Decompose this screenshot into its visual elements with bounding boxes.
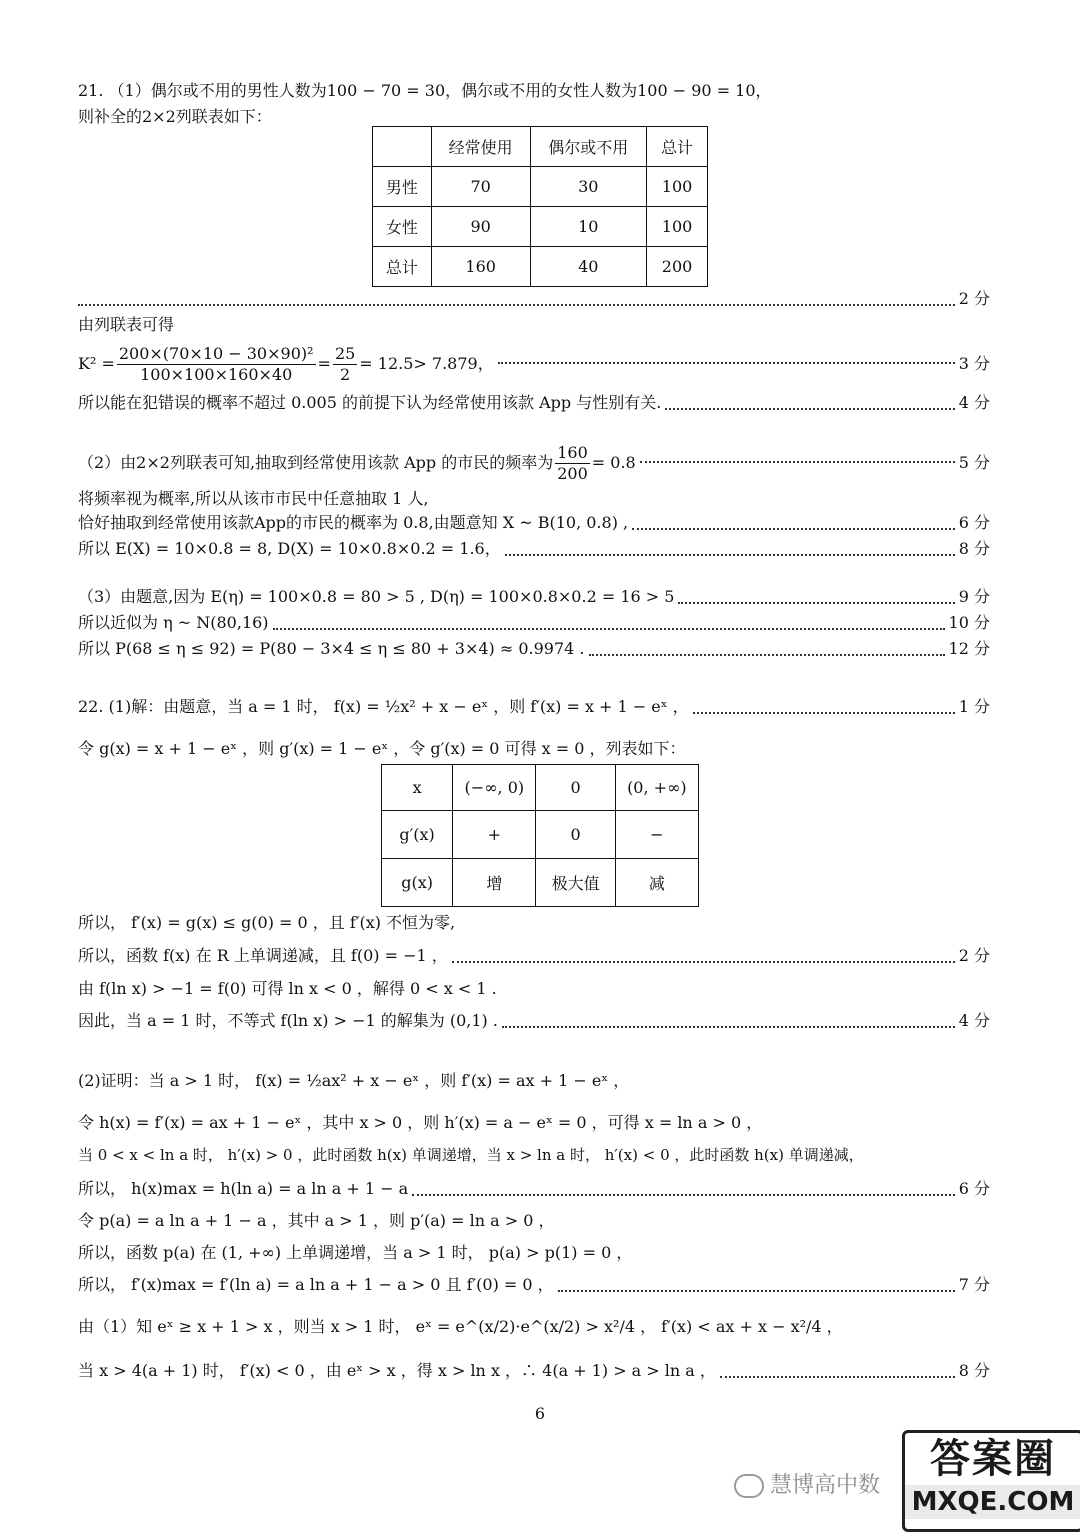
table-cell: 极大值: [536, 859, 615, 907]
page-number: 6: [534, 1404, 546, 1423]
q22-line-2: 令 g(x) = x + 1 − eˣ ，则 g′(x) = 1 − eˣ ，令 g′(x) = 0 可得 x = 0 ，列表如下：: [78, 739, 686, 758]
table-cell: 200: [647, 247, 708, 287]
table-cell: 100: [647, 167, 708, 207]
q22-part2-line-7: 所以， f′(x)max = f′(ln a) = a ln a + 1 − a > 0 且 f′(0) = 0 ， 7 分: [78, 1275, 990, 1294]
table-cell: 女性: [373, 207, 432, 247]
q21-line-1: 21. （1）偶尔或不用的男性人数为100 − 70 = 30，偶尔或不用的女性人数为100 − 90 = 10，: [78, 81, 772, 100]
q21-part2-line1: （2）由2×2列联表可知,抽取到经常使用该款 App 的市民的频率为 $\frac{160}{200}$ = 0.8 5 分: [78, 442, 990, 483]
table-cell: 减: [615, 859, 698, 907]
q22-part2-line-9: 当 x > 4(a + 1) 时， f′(x) < 0 ，由 eˣ > x ，得 x > ln x ，∴ 4(a + 1) > a > ln a ， 8 分: [78, 1361, 990, 1380]
score-line: 2 分: [78, 288, 990, 310]
q22-part2-line-3: 当 0 < x < ln a 时， h′(x) > 0 ，此时函数 h(x) 单调递增，当 x > ln a 时， h′(x) < 0 ，此时函数 h(x) 单调递减，: [78, 1146, 864, 1164]
q22-line-6: 因此，当 a = 1 时，不等式 f(ln x) > −1 的解集为 (0,1) . 4 分: [78, 1011, 990, 1030]
q22-line-1: 22. (1)解：由题意，当 a = 1 时， f(x) = ½x² + x − eˣ ，则 f′(x) = x + 1 − eˣ ， 1 分: [78, 697, 990, 716]
table-cell: 男性: [373, 167, 432, 207]
table-cell: g(x): [382, 859, 453, 907]
table-cell: x: [382, 765, 453, 811]
watermark-source: 慧博高中数: [734, 1468, 880, 1499]
table-cell: 0: [536, 765, 615, 811]
q21-part3-line1: （3）由题意,因为 E(η) = 100×0.8 = 80 > 5 , D(η) = 100×0.8×0.2 = 16 > 5 9 分: [78, 587, 990, 606]
q21-part3-line3: 所以 P(68 ≤ η ≤ 92) = P(80 − 3×4 ≤ η ≤ 80 + 3×4) ≈ 0.9974 . 12 分: [78, 639, 990, 658]
table-cell: (−∞, 0): [453, 765, 536, 811]
k2-formula: K² = $\frac{\text{200×(70×10 − 30×90)²}}{100\times 100\times 160\times 40}$ = $\frac{25}{2}$ = 12.5> 7.879， 3 分: [78, 343, 990, 384]
table-header-cell: [373, 127, 432, 167]
table-cell: g′(x): [382, 811, 453, 859]
table-header-cell: 总计: [647, 127, 708, 167]
q22-part2-line-2: 令 h(x) = f′(x) = ax + 1 − eˣ ，其中 x > 0 ，则 h′(x) = a − eˣ = 0 ，可得 x = ln a > 0 ，: [78, 1113, 763, 1132]
k2-fraction-result: $\frac{25}{2}$: [334, 343, 356, 384]
table-cell: 70: [431, 167, 530, 207]
table-cell: 30: [530, 167, 647, 207]
q21-part2-line3: 恰好抽取到经常使用该款App的市民的概率为 0.8,由题意知 X ~ B(10, 0.8) , 6 分: [78, 513, 990, 532]
table-row: [382, 765, 699, 811]
table-cell: 40: [530, 247, 647, 287]
table-row: [382, 811, 699, 859]
table-cell: 增: [453, 859, 536, 907]
table-cell: 10: [530, 207, 647, 247]
table-header-cell: 偶尔或不用: [530, 127, 647, 167]
k2-fraction: $\frac{\text{200×(70×10 − 30×90)²}}{100\times 100\times 160\times 40}$: [118, 343, 314, 384]
wechat-icon: [734, 1474, 764, 1498]
table-cell: 90: [431, 207, 530, 247]
q21-part3-line2: 所以近似为 η ~ N(80,16) 10 分: [78, 613, 990, 632]
contingency-table: [372, 126, 708, 287]
q22-line-3: 所以， f′(x) = g(x) ≤ g(0) = 0 ，且 f′(x) 不恒为零,: [78, 913, 456, 932]
table-row: [373, 207, 708, 247]
table-cell: 100: [647, 207, 708, 247]
table-row: [382, 859, 699, 907]
table-cell: 0: [536, 811, 615, 859]
table-cell: 160: [431, 247, 530, 287]
table-cell: −: [615, 811, 698, 859]
q22-part2-line-6: 所以，函数 p(a) 在 (1, +∞) 上单调递增，当 a > 1 时， p(a) > p(1) = 0 ，: [78, 1243, 633, 1262]
q22-line-5: 由 f(ln x) > −1 = f(0) 可得 ln x < 0 ，解得 0 < x < 1 .: [78, 979, 497, 998]
q21-derive: 由列联表可得: [78, 315, 175, 334]
q22-part2-line-1: (2)证明：当 a > 1 时， f(x) = ½ax² + x − eˣ ，则 f′(x) = ax + 1 − eˣ ，: [78, 1071, 630, 1090]
watermark-logo: 答案圈 MXQE.COM: [902, 1430, 1080, 1532]
q22-part2-line-4: 所以， h(x)max = h(ln a) = a ln a + 1 − a 6 分: [78, 1179, 990, 1198]
q22-line-4: 所以，函数 f(x) 在 R 上单调递减，且 f(0) = −1 ， 2 分: [78, 946, 990, 965]
frequency-fraction: $\frac{160}{200}$: [557, 442, 588, 483]
q21-line-2: 则补全的2×2列联表如下：: [78, 107, 272, 126]
sign-table: [381, 764, 699, 907]
q22-part2-line-5: 令 p(a) = a ln a + 1 − a ，其中 a > 1 ，则 p′(a) = ln a > 0 ，: [78, 1211, 555, 1230]
q21-conclusion: 所以能在犯错误的概率不超过 0.005 的前提下认为经常使用该款 App 与性别有关. 4 分: [78, 393, 990, 412]
table-cell: +: [453, 811, 536, 859]
q21-part2-line2: 将频率视为概率,所以从该市市民中任意抽取 1 人,: [78, 489, 429, 508]
table-header-cell: 经常使用: [431, 127, 530, 167]
table-row: [373, 167, 708, 207]
q21-part2-line4: 所以 E(X) = 10×0.8 = 8, D(X) = 10×0.8×0.2 = 1.6， 8 分: [78, 539, 990, 558]
table-cell: (0, +∞): [615, 765, 698, 811]
q22-part2-line-8: 由（1）知 eˣ ≥ x + 1 > x ，则当 x > 1 时， eˣ = e^(x/2)·e^(x/2) > x²/4 ， f′(x) < ax + x − x²/4 ，: [78, 1317, 843, 1336]
table-cell: 总计: [373, 247, 432, 287]
table-row: [373, 247, 708, 287]
